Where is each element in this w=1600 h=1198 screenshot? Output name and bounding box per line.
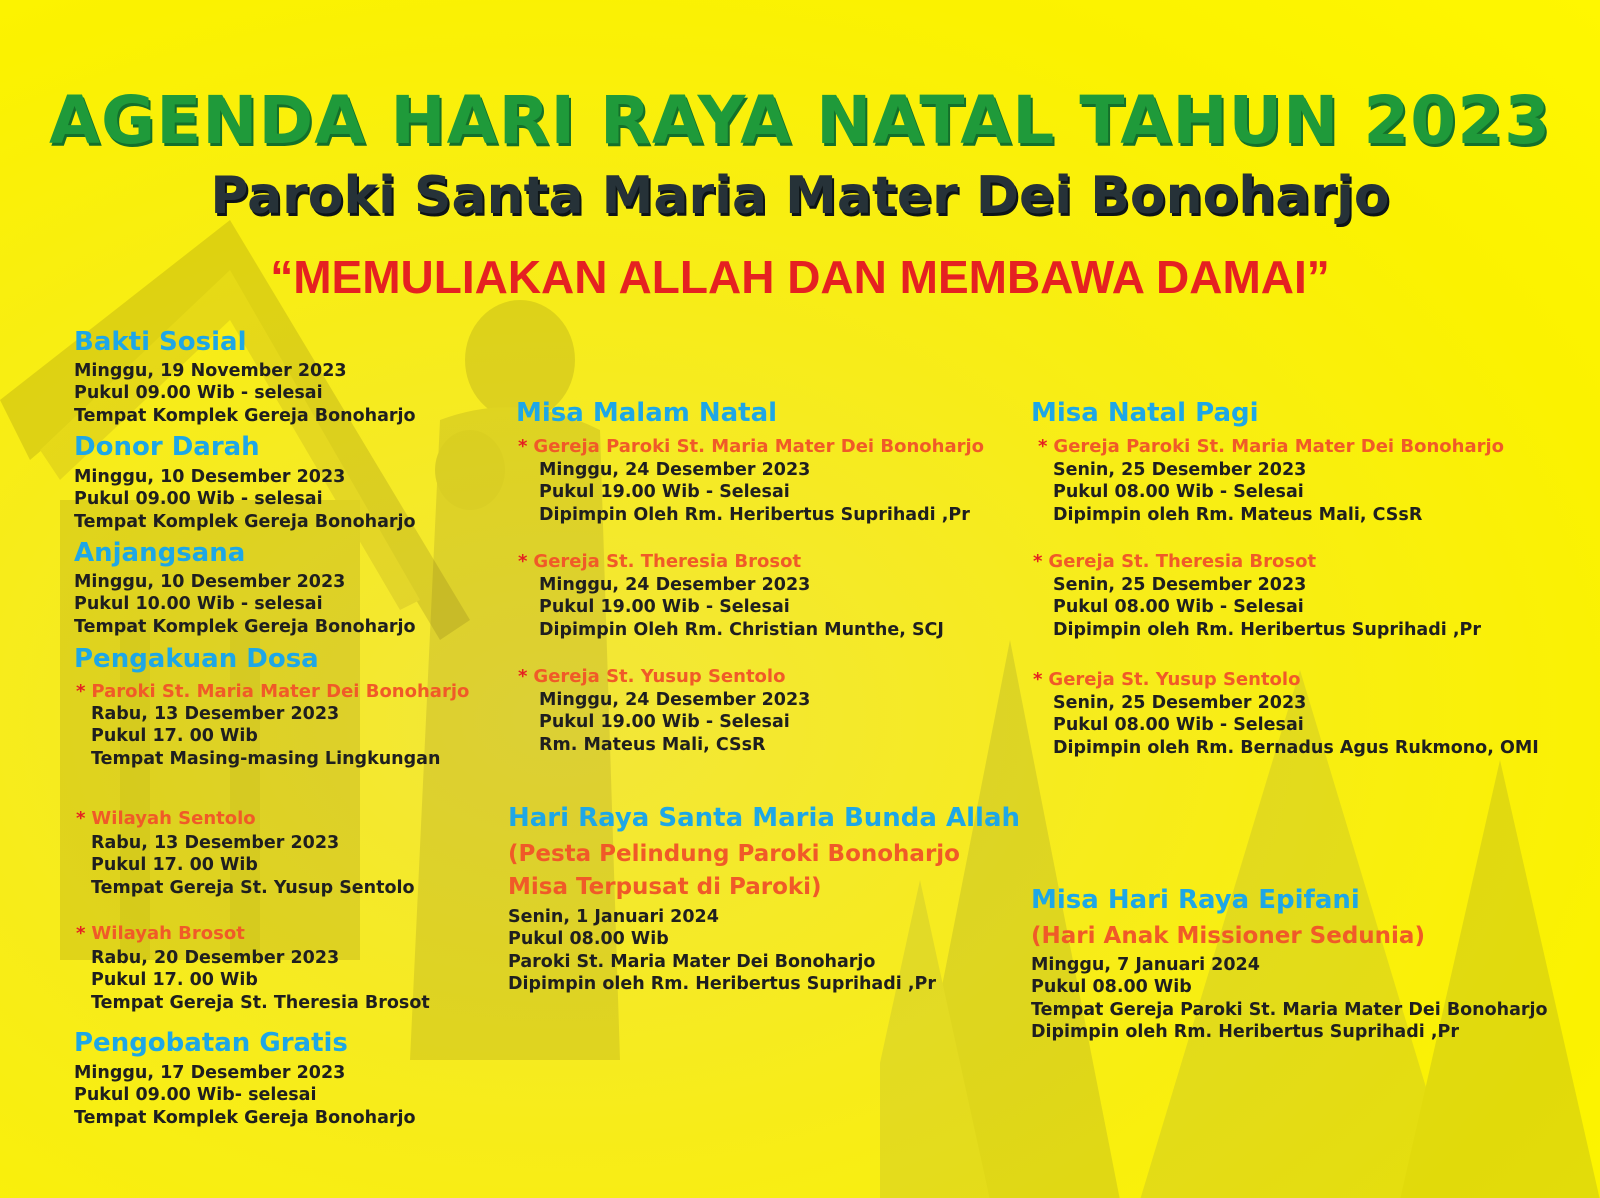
bunda-allah-heading: Hari Raya Santa Maria Bunda Allah: [508, 803, 1021, 833]
detail-line: Dipimpin oleh Rm. Mateus Mali, CSsR: [1053, 504, 1423, 525]
bunda-allah-details: [508, 906, 936, 996]
detail-line: Dipimpin oleh Rm. Bernadus Agus Rukmono, OMI: [1053, 737, 1539, 758]
pagi-details-2: [1053, 574, 1481, 641]
bunda-allah-note: Misa Terpusat di Paroki): [508, 874, 822, 900]
donor-darah-heading: Donor Darah: [74, 432, 260, 462]
pagi-details-3: [1053, 692, 1539, 759]
pengakuan-details-2: [91, 832, 415, 899]
place-label: Wilayah Brosot: [91, 923, 245, 944]
pengakuan-details-3: [91, 947, 430, 1014]
pengakuan-place-1: [76, 681, 469, 703]
pagi-place-1: [1038, 436, 1504, 458]
detail-line: Minggu, 19 November 2023: [74, 361, 347, 381]
malam-details-3: [539, 689, 810, 756]
detail-line: Senin, 25 Desember 2023: [1053, 575, 1307, 595]
pengakuan-details-1: [91, 703, 440, 770]
bakti-sosial-details: [74, 360, 416, 427]
place-label: Gereja Paroki St. Maria Mater Dei Bonoharjo: [533, 436, 985, 457]
detail-line: Minggu, 10 Desember 2023: [74, 572, 346, 592]
detail-line: Rm. Mateus Mali, CSsR: [539, 734, 766, 755]
misa-malam-natal-heading: Misa Malam Natal: [516, 398, 778, 428]
misa-natal-pagi-heading: Misa Natal Pagi: [1031, 398, 1259, 428]
detail-line: Minggu, 17 Desember 2023: [74, 1063, 346, 1083]
detail-line: Pukul 19.00 Wib - Selesai: [539, 482, 790, 503]
detail-line: Dipimpin oleh Rm. Heribertus Suprihadi ,Pr: [1031, 1022, 1459, 1043]
detail-line: Minggu, 24 Desember 2023: [539, 690, 811, 710]
pengobatan-gratis-details: [74, 1062, 416, 1129]
detail-line: Rabu, 13 Desember 2023: [91, 704, 340, 724]
detail-line: Pukul 19.00 Wib - Selesai: [539, 597, 790, 618]
detail-line: Minggu, 10 Desember 2023: [74, 467, 346, 487]
pagi-place-3: [1033, 669, 1300, 691]
detail-line: Rabu, 20 Desember 2023: [91, 948, 340, 968]
detail-line: Pukul 19.00 Wib - Selesai: [539, 712, 790, 733]
detail-line: Tempat Gereja St. Theresia Brosot: [91, 992, 430, 1013]
asterisk: *: [518, 666, 528, 687]
asterisk: *: [76, 681, 86, 702]
asterisk: *: [76, 808, 86, 829]
detail-line: Pukul 09.00 Wib- selesai: [74, 1085, 317, 1106]
donor-darah-details: [74, 466, 416, 533]
detail-line: Pukul 08.00 Wib - Selesai: [1053, 715, 1304, 736]
detail-line: Tempat Komplek Gereja Bonoharjo: [74, 511, 416, 532]
page-title: AGENDA HARI RAYA NATAL TAHUN 2023: [48, 82, 1552, 159]
pengakuan-dosa-heading: Pengakuan Dosa: [74, 644, 319, 674]
detail-line: Dipimpin Oleh Rm. Christian Munthe, SCJ: [539, 619, 944, 640]
place-label: Paroki St. Maria Mater Dei Bonoharjo: [91, 681, 470, 702]
detail-line: Senin, 1 Januari 2024: [508, 907, 719, 927]
detail-line: Dipimpin oleh Rm. Heribertus Suprihadi ,Pr: [508, 974, 936, 995]
place-label: Gereja St. Theresia Brosot: [1048, 551, 1317, 572]
detail-line: Pukul 08.00 Wib: [508, 929, 669, 950]
detail-line: Tempat Gereja Paroki St. Maria Mater Dei Bonoharjo: [1031, 999, 1548, 1020]
malam-place-1: [518, 436, 984, 458]
pengakuan-place-2: [76, 808, 256, 830]
place-label: Gereja St. Yusup Sentolo: [1048, 669, 1301, 690]
malam-place-2: [518, 551, 801, 573]
detail-line: Pukul 09.00 Wib - selesai: [74, 383, 323, 404]
epifani-details: [1031, 954, 1548, 1044]
asterisk: *: [76, 923, 86, 944]
pengakuan-place-3: [76, 923, 245, 945]
detail-line: Pukul 08.00 Wib - Selesai: [1053, 597, 1304, 618]
detail-line: Paroki St. Maria Mater Dei Bonoharjo: [508, 951, 876, 972]
detail-line: Dipimpin oleh Rm. Heribertus Suprihadi ,Pr: [1053, 619, 1481, 640]
anjangsana-details: [74, 571, 416, 638]
detail-line: Pukul 17. 00 Wib: [91, 855, 258, 876]
bunda-allah-subtitle: (Pesta Pelindung Paroki Bonoharjo: [508, 841, 960, 867]
malam-place-3: [518, 666, 785, 688]
detail-line: Tempat Komplek Gereja Bonoharjo: [74, 405, 416, 426]
asterisk: *: [518, 436, 528, 457]
detail-line: Tempat Masing-masing Lingkungan: [91, 748, 441, 769]
asterisk: *: [1033, 551, 1043, 572]
detail-line: Pukul 09.00 Wib - selesai: [74, 489, 323, 510]
epifani-subtitle: (Hari Anak Missioner Sedunia): [1031, 923, 1425, 949]
detail-line: Tempat Komplek Gereja Bonoharjo: [74, 616, 416, 637]
anjangsana-heading: Anjangsana: [74, 538, 246, 568]
detail-line: Senin, 25 Desember 2023: [1053, 460, 1307, 480]
asterisk: *: [518, 551, 528, 572]
asterisk: *: [1038, 436, 1048, 457]
tagline: “MEMULIAKAN ALLAH DAN MEMBAWA DAMAI”: [270, 251, 1330, 303]
detail-line: Minggu, 7 Januari 2024: [1031, 955, 1260, 975]
detail-line: Tempat Komplek Gereja Bonoharjo: [74, 1107, 416, 1128]
detail-line: Pukul 08.00 Wib - Selesai: [1053, 482, 1304, 503]
detail-line: Senin, 25 Desember 2023: [1053, 693, 1307, 713]
place-label: Wilayah Sentolo: [91, 808, 256, 829]
place-label: Gereja Paroki St. Maria Mater Dei Bonoharjo: [1053, 436, 1505, 457]
detail-line: Pukul 10.00 Wib - selesai: [74, 594, 323, 615]
parish-name: Paroki Santa Maria Mater Dei Bonoharjo: [210, 166, 1390, 226]
place-label: Gereja St. Yusup Sentolo: [533, 666, 786, 687]
detail-line: Rabu, 13 Desember 2023: [91, 833, 340, 853]
malam-details-1: [539, 459, 970, 526]
detail-line: Pukul 17. 00 Wib: [91, 970, 258, 991]
detail-line: Minggu, 24 Desember 2023: [539, 460, 811, 480]
detail-line: Pukul 08.00 Wib: [1031, 977, 1192, 998]
asterisk: *: [1033, 669, 1043, 690]
detail-line: Tempat Gereja St. Yusup Sentolo: [91, 877, 415, 898]
pagi-place-2: [1033, 551, 1316, 573]
place-label: Gereja St. Theresia Brosot: [533, 551, 802, 572]
bakti-sosial-heading: Bakti Sosial: [74, 327, 247, 357]
detail-line: Pukul 17. 00 Wib: [91, 726, 258, 747]
epifani-heading: Misa Hari Raya Epifani: [1031, 885, 1360, 915]
detail-line: Dipimpin Oleh Rm. Heribertus Suprihadi ,Pr: [539, 504, 970, 525]
detail-line: Minggu, 24 Desember 2023: [539, 575, 811, 595]
pagi-details-1: [1053, 459, 1422, 526]
malam-details-2: [539, 574, 944, 641]
pengobatan-gratis-heading: Pengobatan Gratis: [74, 1028, 348, 1058]
